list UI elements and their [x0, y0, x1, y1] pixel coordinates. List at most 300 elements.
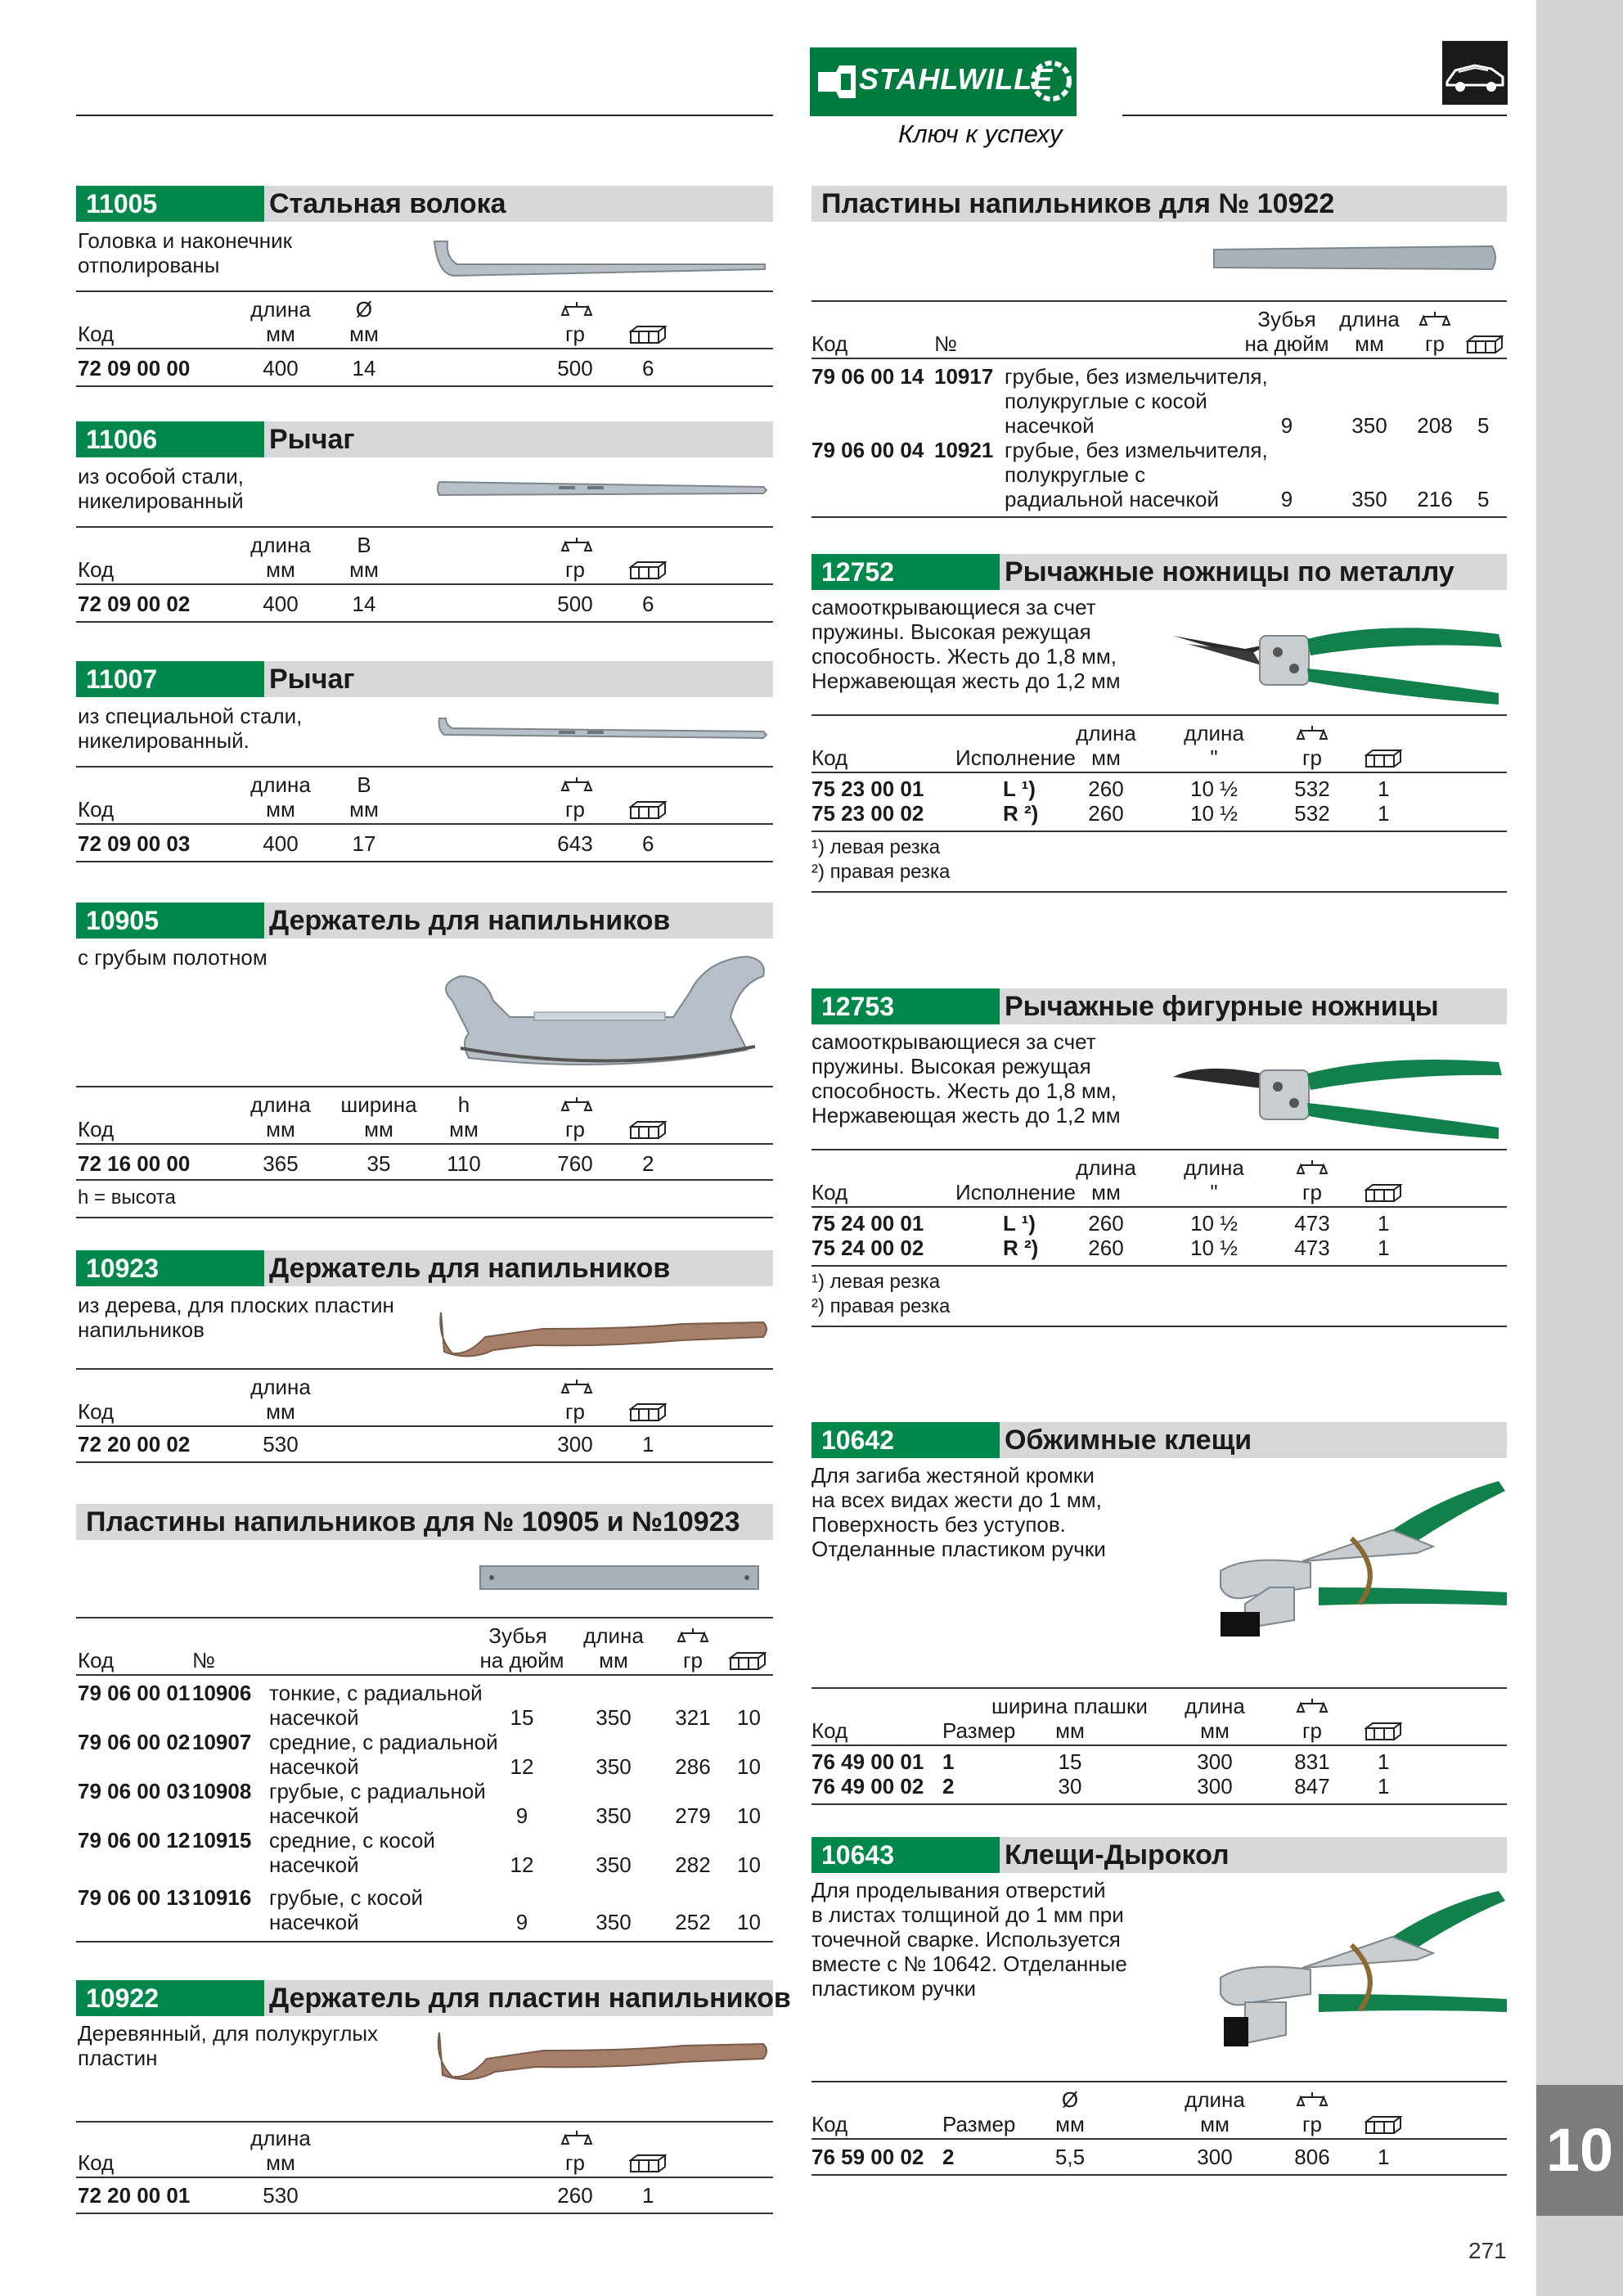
table-cell: 530 [263, 2183, 299, 2208]
table-rule [812, 358, 1507, 359]
desc-line: Деревянный, для полукруглых [78, 2021, 379, 2046]
table-cell-kod: 72 09 00 00 [78, 356, 191, 380]
pry-bar-image [436, 470, 773, 503]
tin-snips-image [1171, 603, 1507, 709]
product-title: Рычажные ножницы по металлу [1005, 556, 1454, 588]
table-row [812, 1211, 1507, 1236]
table-rule [76, 1368, 773, 1370]
box-icon [1364, 1722, 1402, 1741]
product-header [812, 554, 1507, 590]
product-description [78, 228, 292, 277]
col-header: мм [349, 797, 379, 822]
table-cell: насечкой [269, 1910, 359, 1934]
col-header-kod: Код [78, 322, 115, 346]
table-row [812, 2145, 1507, 2169]
product-title: Стальная волока [269, 188, 506, 219]
desc-line: из дерева, для плоских пластин [78, 1293, 394, 1317]
table-cell: 1 [642, 1432, 654, 1456]
col-header: мм [1200, 2112, 1230, 2136]
table-cell: 350 [596, 1705, 632, 1730]
table-rule [76, 1143, 773, 1145]
table-rule [76, 1425, 773, 1427]
table-cell: 260 [1088, 801, 1124, 826]
desc-line: способность. Жесть до 1,8 мм, [812, 1078, 1117, 1103]
col-header-kod: Код [812, 1718, 848, 1743]
table-rule [76, 348, 773, 349]
table-rule [812, 300, 1507, 302]
table-cell: 10908 [192, 1779, 252, 1803]
table-cell: 760 [557, 1151, 593, 1176]
col-header: гр [683, 1648, 703, 1672]
table-cell: 1 [942, 1749, 955, 1774]
col-header: Ø [355, 297, 373, 322]
table-rule [812, 2138, 1507, 2140]
box-icon [629, 2154, 667, 2173]
page-number: 271 [1468, 2238, 1507, 2263]
table-cell: 10 [737, 1910, 761, 1934]
desc-line: Для проделывания отверстий [812, 1878, 1106, 1902]
table-cell: грубые, без измельчителя, [1005, 438, 1268, 462]
col-header: мм [1055, 2112, 1085, 2136]
table-cell: насечкой [269, 1853, 359, 1877]
col-header: длина [1185, 2087, 1245, 2112]
table-cell: 5 [1477, 413, 1490, 438]
product-description [78, 464, 244, 513]
table-cell: 831 [1294, 1749, 1330, 1774]
table-cell: 2 [642, 1151, 654, 1176]
box-icon [1466, 335, 1504, 354]
table-cell: 6 [642, 831, 654, 856]
table-cell: 1 [1378, 1211, 1390, 1236]
table-cell: 300 [1197, 1774, 1233, 1799]
col-header: на дюйм [479, 1648, 564, 1672]
desc-line: пружины. Высокая режущая [812, 1054, 1091, 1078]
col-header: Исполнение [955, 745, 1076, 770]
product-description [812, 1029, 1121, 1128]
table-cell-kod: 75 24 00 02 [812, 1236, 924, 1260]
col-header: Размер [942, 2112, 1016, 2136]
table-cell-kod: 79 06 00 03 [78, 1779, 191, 1803]
table-cell: 400 [263, 592, 299, 616]
box-icon [1364, 2115, 1402, 2135]
col-header-kod: Код [78, 1117, 115, 1141]
tin-snips-image [1171, 1038, 1507, 1144]
col-header: длина [1339, 307, 1400, 331]
col-header: Зубья [488, 1623, 547, 1648]
table-cell: 10916 [192, 1885, 252, 1910]
col-header: на дюйм [1244, 331, 1329, 356]
table-rule [76, 2177, 773, 2178]
table-cell-kod: 72 09 00 02 [78, 592, 191, 616]
section-header [76, 1504, 773, 1540]
col-header: мм [1355, 331, 1384, 356]
desc-line: Отделанные пластиком ручки [812, 1537, 1106, 1561]
table-cell-kod: 76 49 00 02 [812, 1774, 924, 1799]
col-header: мм [349, 557, 379, 582]
table-cell: 216 [1417, 487, 1453, 511]
table-row [812, 438, 1507, 511]
product-description [78, 704, 302, 753]
table-rule [812, 1803, 1507, 1805]
table-rule [812, 1745, 1507, 1746]
desc-line: Поверхность без уступов. [812, 1512, 1066, 1537]
box-icon [629, 325, 667, 344]
desc-line: никелированный [78, 488, 244, 513]
col-header: гр [565, 557, 585, 582]
table-cell: 500 [557, 592, 593, 616]
table-cell: 1 [1378, 1236, 1390, 1260]
product-title: Держатель для напильников [269, 905, 671, 936]
col-header: Размер [942, 1718, 1016, 1743]
box-icon [629, 1402, 667, 1422]
crimping-pliers-image [1196, 1465, 1507, 1661]
table-cell-kod: 72 09 00 03 [78, 831, 191, 856]
col-header: мм [266, 797, 295, 822]
table-rule [812, 891, 1507, 893]
table-cell-kod: 72 20 00 01 [78, 2183, 191, 2208]
scale-icon [1296, 1697, 1329, 1718]
col-header: гр [565, 797, 585, 822]
table-cell: 10907 [192, 1730, 252, 1754]
scale-icon [560, 776, 593, 797]
col-header-kod: Код [78, 2150, 115, 2175]
col-header: длина [1076, 1155, 1136, 1180]
scale-icon [560, 2129, 593, 2150]
box-icon [1364, 749, 1402, 768]
scale-icon [560, 536, 593, 557]
sidebar-strip [1536, 0, 1623, 2296]
table-cell: 300 [557, 1432, 593, 1456]
scale-icon [560, 1096, 593, 1117]
col-header: " [1210, 745, 1218, 770]
table-cell: 208 [1417, 413, 1453, 438]
table-cell: 14 [352, 592, 376, 616]
table-rule [76, 2213, 773, 2214]
col-header-kod: Код [78, 1399, 115, 1424]
table-cell: 9 [515, 1910, 528, 1934]
table-cell: 252 [675, 1910, 711, 1934]
table-cell: R ²) [1003, 801, 1039, 826]
table-cell: грубые, с косой [269, 1885, 424, 1910]
table-rule [76, 526, 773, 528]
col-header: гр [1302, 2112, 1322, 2136]
col-header-kod: Код [78, 1648, 115, 1672]
scale-icon [677, 1627, 709, 1648]
table-cell: 532 [1294, 777, 1330, 801]
table-cell: 5 [1477, 487, 1490, 511]
table-cell-kod: 75 24 00 01 [812, 1211, 924, 1236]
product-10922 [76, 1980, 791, 2217]
table-cell: 260 [1088, 1236, 1124, 1260]
table-cell-kod: 72 20 00 02 [78, 1432, 191, 1456]
table-rule [76, 290, 773, 292]
table-rule [812, 1206, 1507, 1208]
table-cell: насечкой [1005, 413, 1095, 438]
table-cell-kod: 79 06 00 01 [78, 1681, 191, 1705]
col-header: длина [1076, 721, 1136, 745]
table-cell-kod: 76 49 00 01 [812, 1749, 924, 1774]
table-cell: средние, с радиальной [269, 1730, 498, 1754]
table-cell: тонкие, с радиальной [269, 1681, 483, 1705]
product-11005 [76, 186, 773, 390]
product-code: 12753 [812, 988, 1000, 1024]
wooden-holder-image [433, 2026, 773, 2091]
table-cell: 5,5 [1054, 2145, 1086, 2169]
col-header-kod: Код [78, 557, 115, 582]
section-tab[interactable]: 10 [1536, 2085, 1623, 2216]
steel-bar-image [429, 233, 773, 282]
table-cell: 350 [596, 1754, 632, 1779]
table-cell: 282 [675, 1853, 711, 1877]
table-cell: 10906 [192, 1681, 252, 1705]
table-cell: средние, с косой [269, 1828, 435, 1853]
col-header: длина [250, 772, 311, 797]
section-header [812, 186, 1507, 222]
table-cell: 10 ½ [1190, 1211, 1238, 1236]
product-code: 10905 [76, 903, 264, 939]
col-header: гр [565, 1117, 585, 1141]
table-cell: 350 [1351, 413, 1387, 438]
table-cell: 350 [596, 1910, 632, 1934]
table-row [76, 1681, 773, 1730]
table-cell: 1 [1378, 777, 1390, 801]
desc-line: пластиком ручки [812, 1976, 976, 2001]
table-cell: 1 [1378, 1774, 1390, 1799]
table-cell: 110 [447, 1151, 481, 1176]
table-rule [76, 1941, 773, 1943]
footnote: ²) правая резка [812, 1295, 951, 1317]
col-header: № [934, 331, 957, 356]
table-cell: 300 [1197, 2145, 1233, 2169]
product-10905 [76, 903, 773, 1222]
table-cell: 10 [737, 1853, 761, 1877]
product-12752 [812, 554, 1507, 963]
product-10643 [812, 1837, 1507, 2205]
desc-line: с грубым полотном [78, 945, 268, 970]
table-cell: 10 [737, 1803, 761, 1828]
table-cell: насечкой [269, 1803, 359, 1828]
table-row [76, 1730, 773, 1779]
table-cell: 2 [942, 1774, 955, 1799]
table-rule [812, 714, 1507, 716]
table-cell: 847 [1294, 1774, 1330, 1799]
table-cell: 350 [596, 1853, 632, 1877]
table-cell: 400 [263, 356, 299, 380]
table-rule [76, 1217, 773, 1218]
table-cell: 10917 [934, 364, 994, 389]
table-cell: 15 [510, 1705, 534, 1730]
desc-line: в листах толщиной до 1 мм при [812, 1902, 1124, 1927]
section-title: Пластины напильников для № 10922 [821, 188, 1335, 219]
col-header: длина [250, 533, 311, 557]
product-code: 10642 [812, 1422, 1000, 1458]
table-cell: L ¹) [1003, 777, 1036, 801]
table-cell: 10 ½ [1190, 801, 1238, 826]
product-title: Держатель для напильников [269, 1253, 671, 1284]
table-cell: 10915 [192, 1828, 252, 1853]
product-description [812, 595, 1121, 693]
product-code: 10643 [812, 1837, 1000, 1873]
product-header [76, 1250, 773, 1286]
desc-line: напильников [78, 1317, 205, 1342]
footnote: ¹) левая резка [812, 836, 941, 858]
table-cell: 260 [557, 2183, 593, 2208]
desc-line: отполированы [78, 253, 220, 277]
product-header [812, 1837, 1507, 1873]
file-plate-image [1211, 243, 1502, 276]
col-header: мм [1091, 1180, 1121, 1204]
table-cell: полукруглые с [1005, 462, 1146, 487]
box-icon [629, 560, 667, 580]
table-cell: 473 [1294, 1211, 1330, 1236]
table-cell: полукруглые с косой [1005, 389, 1207, 413]
table-cell: 35 [366, 1151, 391, 1176]
scale-icon [1296, 2091, 1329, 2112]
table-cell: 9 [1280, 413, 1293, 438]
table-cell: грубые, без измельчителя, [1005, 364, 1268, 389]
table-rule [812, 772, 1507, 773]
table-cell-kod: 79 06 00 04 [812, 438, 924, 462]
table-cell: 10 ½ [1190, 1236, 1238, 1260]
col-header-kod: Код [812, 1180, 848, 1204]
footnote: ²) правая резка [812, 861, 951, 883]
product-10642 [812, 1422, 1507, 1810]
table-cell: 15 [1058, 1749, 1082, 1774]
product-header [812, 1422, 1507, 1458]
desc-line: пружины. Высокая режущая [812, 619, 1091, 644]
table-cell: 400 [263, 831, 299, 856]
table-row [76, 1779, 773, 1828]
table-cell: насечкой [269, 1705, 359, 1730]
product-12753 [812, 988, 1507, 1398]
col-header: гр [1302, 1718, 1322, 1743]
product-code: 10923 [76, 1250, 264, 1286]
car-icon [1442, 41, 1508, 105]
table-cell: 286 [675, 1754, 711, 1779]
footnote: ¹) левая резка [812, 1271, 941, 1293]
table-cell: 6 [642, 356, 654, 380]
col-header: мм [1091, 745, 1121, 770]
table-rule [76, 861, 773, 862]
table-cell: 643 [557, 831, 593, 856]
table-cell-kod: 79 06 00 12 [78, 1828, 191, 1853]
col-header: длина [1184, 1155, 1244, 1180]
table-cell: 350 [596, 1803, 632, 1828]
brand-name: STAHLWILLE [859, 62, 1054, 96]
desc-line: способность. Жесть до 1,8 мм, [812, 644, 1117, 669]
desc-line: из специальной стали, [78, 704, 303, 728]
table-rule [812, 1326, 1507, 1327]
product-10923 [76, 1250, 773, 1471]
table-rule [76, 823, 773, 825]
desc-line: Нержавеющая жесть до 1,2 мм [812, 1103, 1121, 1128]
product-description [78, 2021, 378, 2070]
table-rule [76, 621, 773, 623]
table-cell: 10 [737, 1705, 761, 1730]
desc-line: вместе с № 10642. Отделанные [812, 1952, 1127, 1976]
scale-icon [1296, 1159, 1329, 1180]
table-cell: 12 [510, 1853, 534, 1877]
col-header: " [1210, 1180, 1218, 1204]
desc-line: никелированный. [78, 728, 250, 753]
product-code: 11007 [76, 661, 264, 697]
table-cell: 12 [510, 1754, 534, 1779]
table-cell: 1 [1378, 2145, 1390, 2169]
table-cell: 530 [263, 1432, 299, 1456]
table-rule [76, 766, 773, 768]
table-cell: 1 [1378, 801, 1390, 826]
col-header: длина [250, 1375, 311, 1399]
brand-slogan: Ключ к успеху [898, 119, 1063, 148]
table-row [812, 1774, 1507, 1799]
product-description [78, 945, 268, 970]
product-11006 [76, 421, 773, 626]
table-cell: 2 [942, 2145, 955, 2169]
table-rule [812, 1687, 1507, 1689]
table-cell: 17 [352, 831, 376, 856]
table-cell-kod: 79 06 00 02 [78, 1730, 191, 1754]
table-rule [76, 583, 773, 585]
product-header [76, 186, 773, 222]
product-header [76, 1980, 791, 2016]
desc-line: пластин [78, 2046, 158, 2070]
col-header: длина [250, 2126, 311, 2150]
table-cell: радиальной насечкой [1005, 487, 1219, 511]
table-cell: 279 [675, 1803, 711, 1828]
col-header: мм [266, 1399, 295, 1424]
table-cell: 260 [1088, 1211, 1124, 1236]
product-11007 [76, 661, 773, 866]
col-header-kod: Код [78, 797, 115, 822]
col-header: мм [1200, 1718, 1230, 1743]
pry-bar-image [436, 714, 773, 746]
col-header: мм [364, 1117, 393, 1141]
col-header: B [357, 772, 371, 797]
table-cell: 1 [642, 2183, 654, 2208]
table-cell: 1 [1378, 1749, 1390, 1774]
table-row [812, 801, 1507, 826]
table-cell: 14 [352, 356, 376, 380]
product-code: 11006 [76, 421, 264, 457]
desc-line: Нержавеющая жесть до 1,2 мм [812, 669, 1121, 693]
col-header: Зубья [1257, 307, 1316, 331]
product-description [812, 1463, 1106, 1561]
desc-line: Для загиба жестяной кромки [812, 1463, 1095, 1488]
table-rule [76, 1617, 773, 1618]
product-title: Держатель для пластин напильников [269, 1983, 791, 2014]
table-rule [812, 2174, 1507, 2176]
col-header: гр [565, 322, 585, 346]
table-rule [812, 1149, 1507, 1150]
table-rule [76, 1674, 773, 1676]
col-header: Ø [1061, 2087, 1079, 2112]
table-cell-kod: 75 23 00 02 [812, 801, 924, 826]
table-cell: 532 [1294, 801, 1330, 826]
table-cell: 806 [1294, 2145, 1330, 2169]
table-cell-kod: 76 59 00 02 [812, 2145, 924, 2169]
box-icon [1364, 1183, 1402, 1203]
desc-line: Головка и наконечник [78, 228, 293, 253]
desc-line: самооткрывающиеся за счет [812, 595, 1096, 619]
plates-10922-section [812, 186, 1507, 521]
footnote: h = высота [78, 1186, 176, 1209]
brand-logo [810, 47, 1077, 116]
table-cell: 473 [1294, 1236, 1330, 1260]
table-cell-kod: 79 06 00 13 [78, 1885, 191, 1910]
col-header: гр [565, 2150, 585, 2175]
product-description [78, 1293, 394, 1342]
product-code: 10922 [76, 1980, 264, 2016]
